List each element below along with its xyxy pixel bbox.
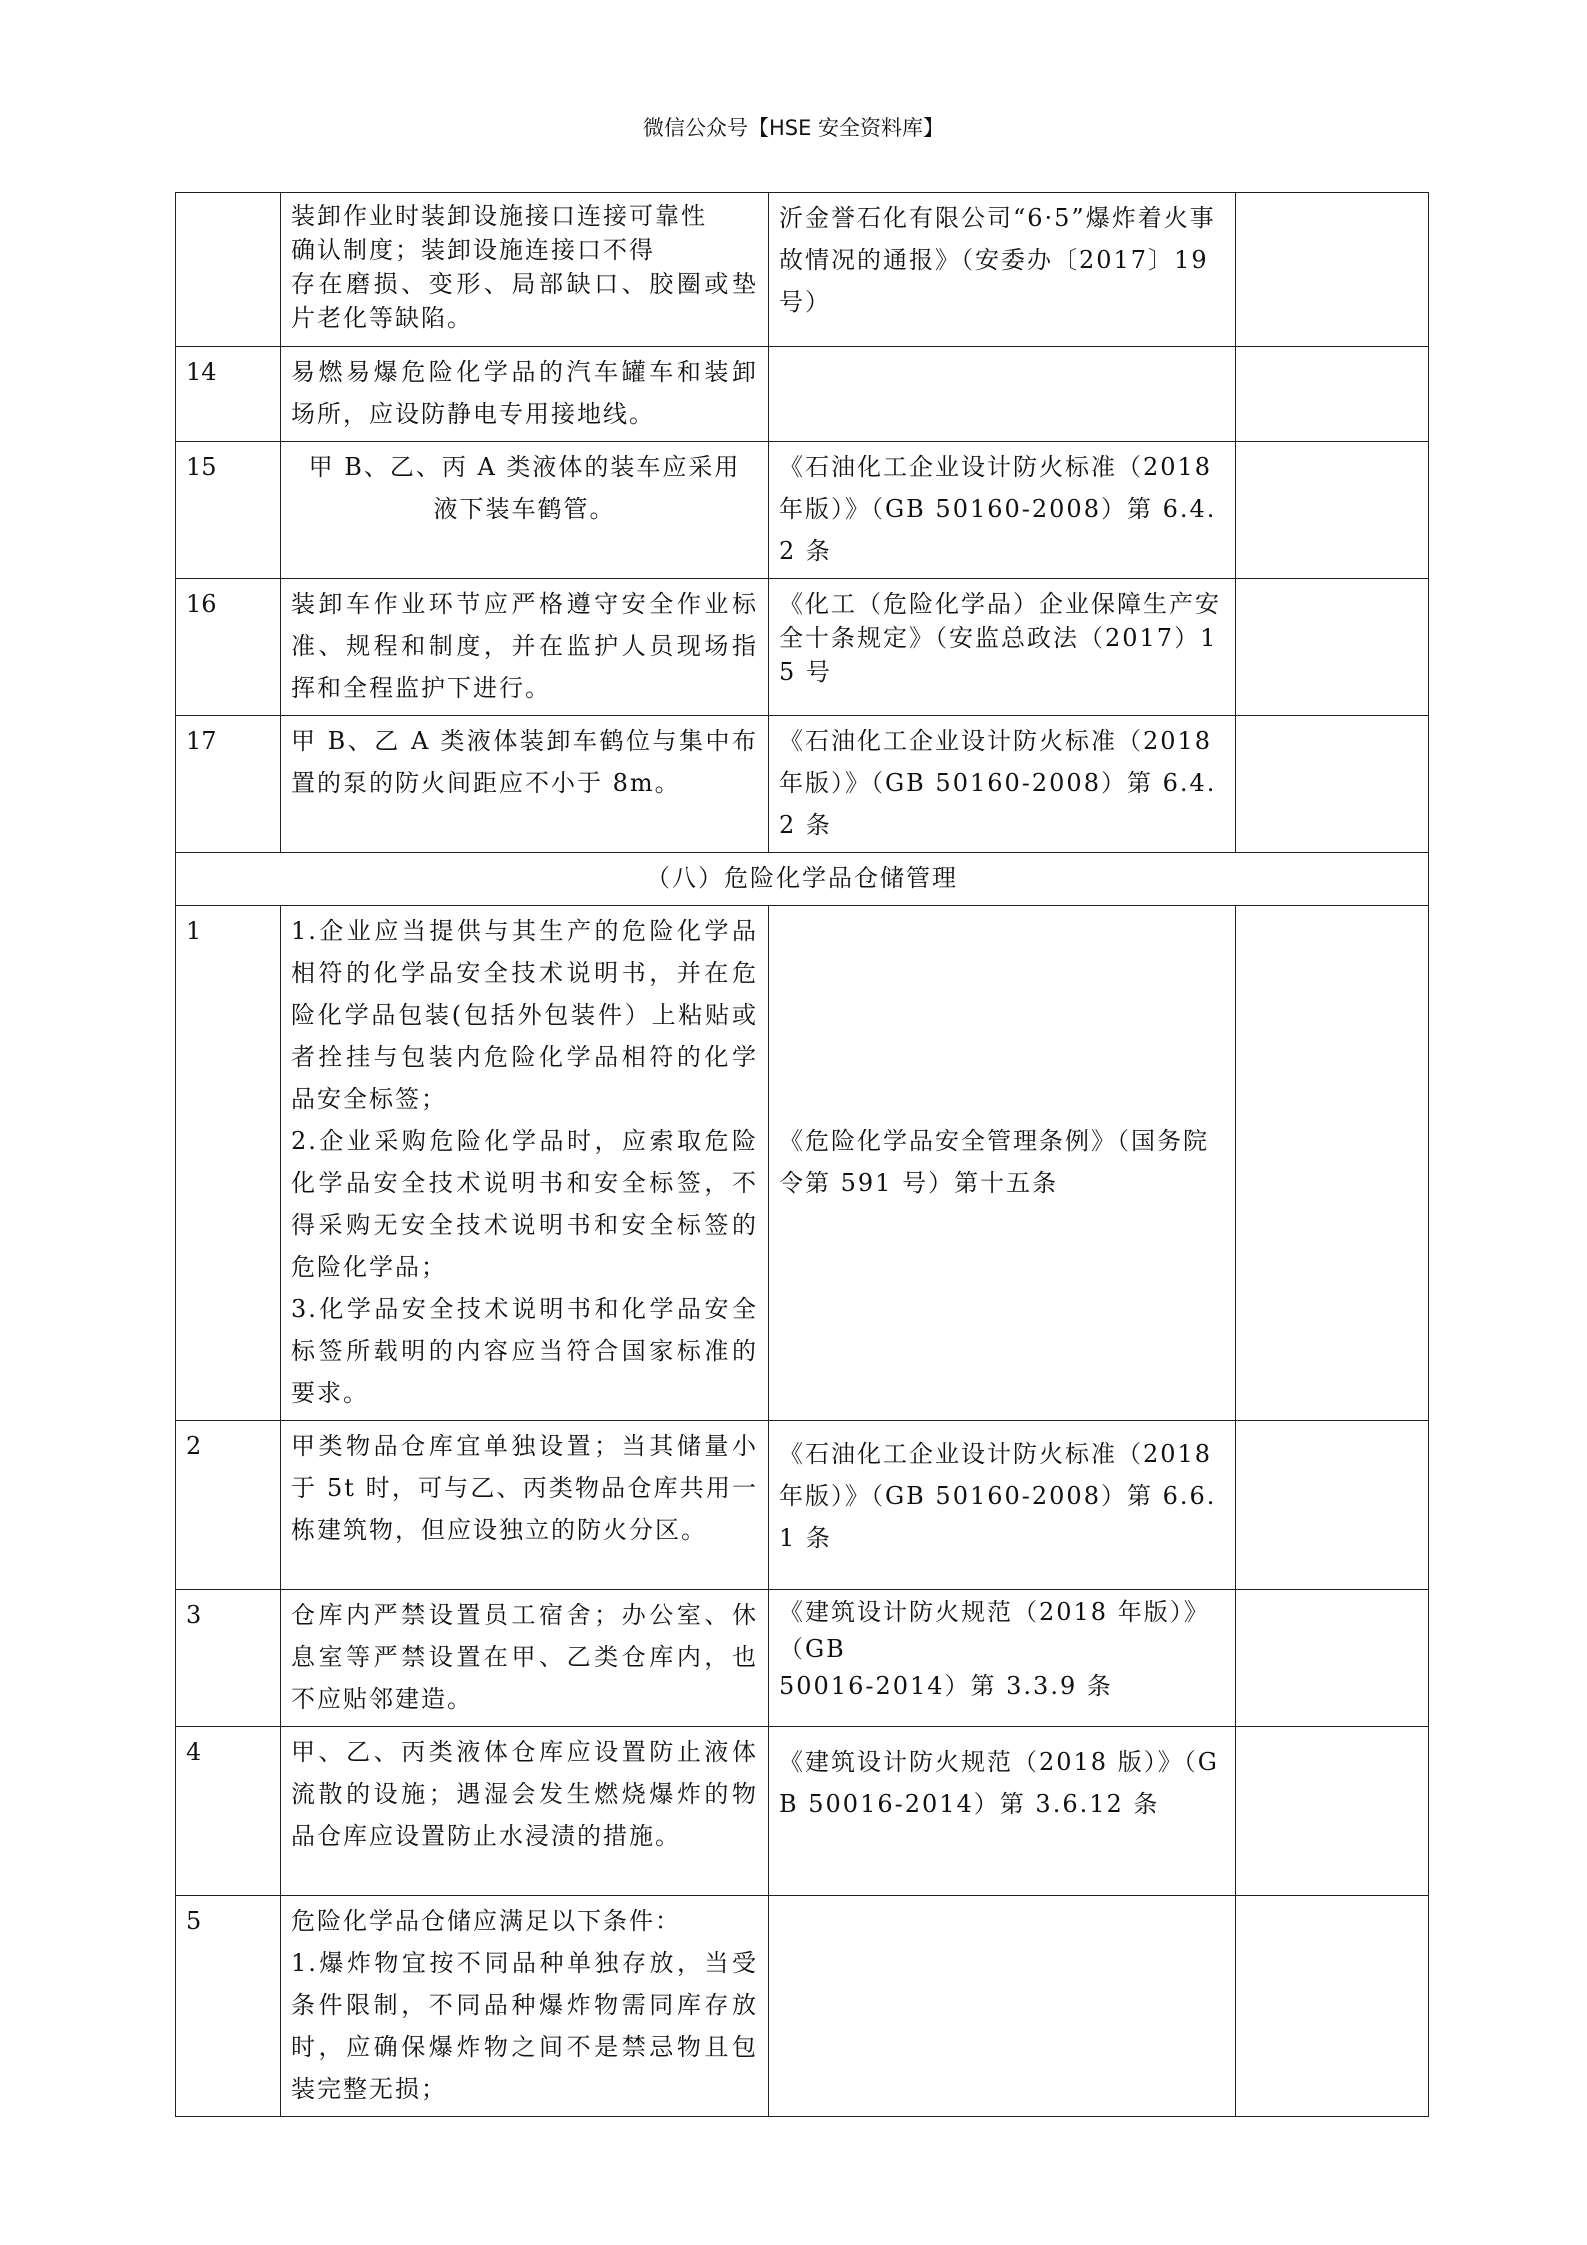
reference-cell: 《危险化学品安全管理条例》（国务院令第 591 号）第十五条 bbox=[769, 906, 1236, 1421]
table-row bbox=[176, 193, 1429, 347]
regulation-table bbox=[175, 192, 1429, 2117]
note-cell bbox=[1236, 193, 1429, 347]
note-cell bbox=[1236, 716, 1429, 853]
row-number: 3 bbox=[176, 1590, 281, 1727]
requirement-cell: 1.企业应当提供与其生产的危险化学品相符的化学品安全技术说明书，并在危险化学品包装(包括外包装件）上粘贴或者拴挂与包装内危险化学品相符的化学品安全标签； 2.企业采购危险化学品时，应索取危险化学品安全技术说明书和安全标签，不得采购无安全技术说明书和安全标签的危险化学品； 3.化学品安全技术说明书和化学品安全标签所载明的内容应当符合国家标准的要求。 bbox=[281, 906, 769, 1421]
table-row bbox=[176, 716, 1429, 853]
reference-cell: 《建筑设计防火规范（2018 版）》（GB 50016-2014）第 3.6.12 条 bbox=[769, 1727, 1236, 1896]
table-row bbox=[176, 1590, 1429, 1727]
reference-cell: 《石油化工企业设计防火标准（2018 年版）》（GB 50160-2008）第 6.6.1 条 bbox=[769, 1421, 1236, 1590]
table-row bbox=[176, 442, 1429, 579]
row-number: 14 bbox=[176, 347, 281, 442]
note-cell bbox=[1236, 906, 1429, 1421]
reference-cell: 《石油化工企业设计防火标准（2018 年版）》（GB 50160-2008）第 6.4.2 条 bbox=[769, 442, 1236, 579]
requirement-cell: 甲、乙、丙类液体仓库应设置防止液体流散的设施；遇湿会发生燃烧爆炸的物品仓库应设置防止水浸渍的措施。 bbox=[281, 1727, 769, 1896]
row-number: 5 bbox=[176, 1896, 281, 2117]
table-row bbox=[176, 1421, 1429, 1590]
reference-cell: 《建筑设计防火规范（2018 年版）》（GB 50016-2014）第 3.3.9 条 bbox=[769, 1590, 1236, 1727]
table-row bbox=[176, 579, 1429, 716]
reference-cell: 沂金誉石化有限公司“6·5”爆炸着火事故情况的通报》（安委办〔2017〕19 号） bbox=[769, 193, 1236, 347]
page-header: 微信公众号【HSE 安全资料库】 bbox=[642, 116, 945, 140]
note-cell bbox=[1236, 442, 1429, 579]
note-cell bbox=[1236, 579, 1429, 716]
reference-cell: 《化工（危险化学品）企业保障生产安全十条规定》（安监总政法（2017）15 号 bbox=[769, 579, 1236, 716]
reference-cell bbox=[769, 347, 1236, 442]
row-number: 1 bbox=[176, 906, 281, 1421]
requirement-cell: 装卸作业时装卸设施接口连接可靠性 确认制度；装卸设施连接口不得 存在磨损、变形、局部缺口、胶圈或垫片老化等缺陷。 bbox=[281, 193, 769, 347]
row-number: 2 bbox=[176, 1421, 281, 1590]
table-row bbox=[176, 1727, 1429, 1896]
requirement-cell: 危险化学品仓储应满足以下条件： 1.爆炸物宜按不同品种单独存放，当受条件限制，不同品种爆炸物需同库存放时，应确保爆炸物之间不是禁忌物且包装完整无损； bbox=[281, 1896, 769, 2117]
reference-cell bbox=[769, 1896, 1236, 2117]
requirement-cell: 仓库内严禁设置员工宿舍；办公室、休息室等严禁设置在甲、乙类仓库内，也不应贴邻建造。 bbox=[281, 1590, 769, 1727]
table-row bbox=[176, 906, 1429, 1421]
note-cell bbox=[1236, 1590, 1429, 1727]
reference-cell: 《石油化工企业设计防火标准（2018 年版）》（GB 50160-2008）第 6.4.2 条 bbox=[769, 716, 1236, 853]
row-number bbox=[176, 193, 281, 347]
requirement-cell: 甲 B、乙 A 类液体装卸车鹤位与集中布置的泵的防火间距应不小于 8m。 bbox=[281, 716, 769, 853]
note-cell bbox=[1236, 1727, 1429, 1896]
row-number: 17 bbox=[176, 716, 281, 853]
table-row bbox=[176, 1896, 1429, 2117]
requirement-cell: 易燃易爆危险化学品的汽车罐车和装卸场所，应设防静电专用接地线。 bbox=[281, 347, 769, 442]
requirement-cell: 甲类物品仓库宜单独设置；当其储量小于 5t 时，可与乙、丙类物品仓库共用一栋建筑物，但应设独立的防火分区。 bbox=[281, 1421, 769, 1590]
requirement-cell: 甲 B、乙、丙 A 类液体的装车应采用 液下装车鹤管。 bbox=[281, 442, 769, 579]
row-number: 15 bbox=[176, 442, 281, 579]
requirement-cell: 装卸车作业环节应严格遵守安全作业标准、规程和制度，并在监护人员现场指挥和全程监护下进行。 bbox=[281, 579, 769, 716]
note-cell bbox=[1236, 347, 1429, 442]
section-row bbox=[176, 853, 1429, 906]
note-cell bbox=[1236, 1421, 1429, 1590]
table-row bbox=[176, 347, 1429, 442]
row-number: 16 bbox=[176, 579, 281, 716]
section-title: （八）危险化学品仓储管理 bbox=[176, 853, 1429, 906]
row-number: 4 bbox=[176, 1727, 281, 1896]
note-cell bbox=[1236, 1896, 1429, 2117]
